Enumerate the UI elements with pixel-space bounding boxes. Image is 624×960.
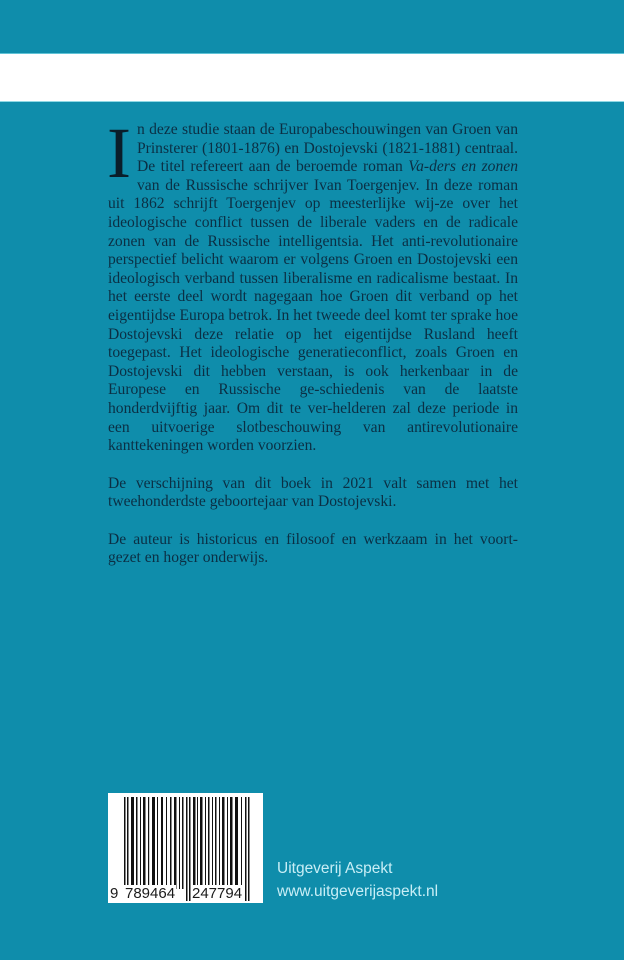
publisher-website[interactable]: www.uitgeverijaspekt.nl [277, 883, 439, 900]
isbn-digit-group-2: 247794 [192, 885, 243, 902]
blurb-paragraph-1-part-1: n deze studie staan de Europabeschouwingen van Groen van Prinsterer (1801-1876) en Dostojevski (1821-1881) centraal. De titel refereert aan de beroemde roman [136, 121, 518, 176]
blurb-paragraph-3: De auteur is historicus en filosoof en werkzaam in het voort-gezet en hoger onderwijs. [108, 530, 518, 567]
white-band [0, 53, 624, 102]
isbn-digit-group-1: 789464 [125, 885, 176, 902]
blurb-paragraph-2: De verschijning van dit boek in 2021 valt samen met het tweehonderdste geboortejaar van Dostojevski. [108, 474, 518, 511]
publisher-name: Uitgeverij Aspekt [277, 860, 393, 877]
publisher-info [277, 857, 438, 903]
drop-cap: I [107, 113, 131, 193]
blurb-paragraph-1-part-2: van de Russische schrijver Ivan Toergenjev. In deze roman uit 1862 schrijft Toergenjev op meesterlijke wij-ze over het ideologische conflict tussen de liberale vaders en de radicale zonen van de Russische intelligentsia. Het anti-revolutionaire perspectief belicht waarom er volgens Groen en Dostojevski een ideologisch verband tussen liberalisme en radicalisme bestaat. In het eerste deel wordt nagegaan hoe Groen dit verband op het eigentijdse Europa betrok. In het tweede deel komt ter sprake hoe Dostojevski deze relatie op het eigentijdse Rusland heeft toegepast. Het ideologische generatieconflict, zoals Groen en Dostojevski dit hebben verstaan, is ook herkenbaar in de Europese en Russische ge-schiedenis van de laatste honderdvijftig jaar. Om dit te ver-helderen zal deze periode in een uitvoerige slotbeschouwing van antirevolutionaire kanttekeningen worden voorzien. [108, 176, 518, 455]
isbn-barcode [108, 793, 263, 903]
novel-title: Va-ders en zonen [408, 158, 518, 176]
isbn-lead-digit: 9 [110, 885, 119, 902]
blurb-text [107, 113, 518, 587]
blurb-paragraph-1 [107, 113, 518, 456]
